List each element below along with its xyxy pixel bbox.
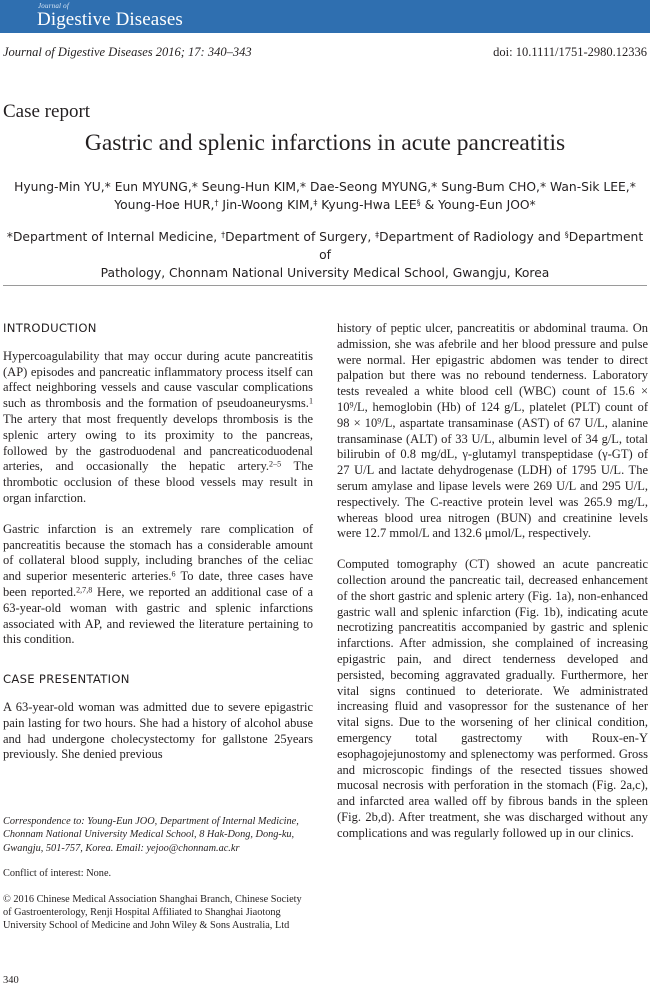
case-paragraph-3: Computed tomography (CT) showed an acute pancreatic collection around the pancreatic tail, decreased enhancement of the short gastric and splenic artery (Fig. 1a), non-enhanced gastric wall and splenic infarction (Fig. 1b), indicating acute necrotizing pancreatitis accompanied by gastric and splenic infarctions. After admission, she complained of increasing epigastric pain, and direct tenderness developed and persisted, becoming aggravated gradually. Furthermore, her vital signs continued to deteriorate. We administrated increasing fluid and vasopressor for the sustenance of her vital signs. Due to the worsening of her clinical condition, emergency total gastrectomy with Roux-en-Y esophagojejunostomy and splenectomy was performed. Gross and microscopic findings of the resected tissues showed mucosal necrosis with perforation in the stomach (Fig. 2a,c), and infarcted area walled off by fibrous bands in the spleen (Fig. 2b,d). After treatment, she was discharged without any complications and was regularly followed up in our clinics. [337, 557, 648, 840]
journal-banner [0, 0, 650, 33]
author-list [0, 178, 650, 214]
copyright-note: © 2016 Chinese Medical Association Shanghai Branch, Chinese Society of Gastroenterology, Renji Hospital Affiliated to Shanghai Jiaotong University School of Medicine and John Wiley & Sons Australia, Ltd [3, 893, 302, 932]
affiliation-line-1: *Department of Internal Medicine, †Department of Surgery, ‡Department of Radiology and §Department of [6, 230, 644, 262]
affiliation-line-2: Pathology, Chonnam National University Medical School, Gwangju, Korea [100, 266, 550, 280]
affiliations [0, 228, 650, 282]
running-head [3, 45, 647, 60]
intro-heading: INTRODUCTION [3, 321, 97, 335]
intro-paragraph-2: Gastric infarction is an extremely rare complication of pancreatitis because the stomach has a considerable amount of collateral blood supply, including branches of the celiac and superior mesenteric arteries.$^6$ To date, three cases have been reported.$^{2,7,8}$ Here, we reported an additional case of a 63-year-old woman with gastric and splenic infarctions associated with AP, and reviewed the literature pertaining to this condition. [3, 521, 313, 647]
journal-prefix: Journal of [38, 2, 69, 10]
article-type: Case report [3, 101, 91, 122]
conflict-note: Conflict of interest: None. [3, 868, 112, 880]
right-column [337, 321, 648, 842]
case-paragraph-2: history of peptic ulcer, pancreatitis or abdominal trauma. On admission, she was afebrile and her blood pressure and pulse were normal. Her epigastric abdomen was tender to direct palpation but there was no rebound tenderness. Laboratory tests revealed a white blood cell (WBC) count of $15.6 \times 10^9/L$, hemoglobin (Hb) of 124 g/L, platelet (PLT) count of $98 \times 10^9/L$, aspartate transaminase (AST) of 67 U/L, alanine transaminase (ALT) of 33 U/L, albumin level of 34 g/L, total bilirubin of 0.8 mg/dL, γ-glutamyl transpeptidase (γ-GT) of 27 U/L and lactate dehydrogenase (LDH) of 1795 U/L. The serum amylase and lipase levels were 269 U/L and 295 U/L, respectively. The C-reactive protein level was 265.9 mg/L, whereas blood urea nitrogen (BUN) and creatinine levels were 12.7 mmol/L and 132.6 μmol/L, respectively. [337, 321, 648, 541]
case-paragraph-1: A 63-year-old woman was admitted due to severe epigastric pain lasting for two hours. She had a history of alcohol abuse and had undergone cholecystectomy for gallstone 25years previously. She denied previous [3, 699, 313, 762]
intro-paragraph-1: Hypercoagulability that may occur during acute pancreatitis (AP) episodes and pancreatic inflammatory process itself can affect neighboring vessels and cause vascular complications such as thrombosis and the formation of pseudoaneurysms.$^1$ The artery that most frequently develops thrombosis is the splenic artery owing to its proximity to the pancreas, followed by the gastroduodenal and pancreaticoduodenal arteries, and occasionally the hepatic artery.$^{2-5}$ The thrombotic occlusion of these blood vessels may result in organ infarction. [3, 348, 313, 505]
article-title: Gastric and splenic infarctions in acute pancreatitis [84, 130, 566, 156]
doi[interactable]: doi: 10.1111/1751-2980.12336 [493, 45, 647, 59]
left-column [3, 321, 313, 763]
journal-name: Digestive Diseases [37, 9, 183, 30]
author-line-2: Young-Hoe HUR,† Jin-Woong KIM,‡ Kyung-Hwa LEE§ & Young-Eun JOO* [114, 198, 536, 212]
footnotes [3, 815, 311, 933]
citation: Journal of Digestive Diseases 2016; 17: 340–343 [3, 45, 252, 59]
author-line-1: Hyung-Min YU,* Eun MYUNG,* Seung-Hun KIM,* Dae-Seong MYUNG,* Sung-Bum CHO,* Wan-Sik LEE,* [14, 180, 636, 194]
divider [3, 285, 647, 286]
case-heading: CASE PRESENTATION [3, 672, 130, 687]
correspondence-note: Correspondence to: Young-Eun JOO, Department of Internal Medicine, Chonnam National University Medical School, 8 Hak-Dong, Dong-ku, Gwangju, 501-757, Korea. Email: yejoo@chonnam.ac.kr [3, 816, 299, 854]
page-number: 340 [3, 975, 19, 986]
